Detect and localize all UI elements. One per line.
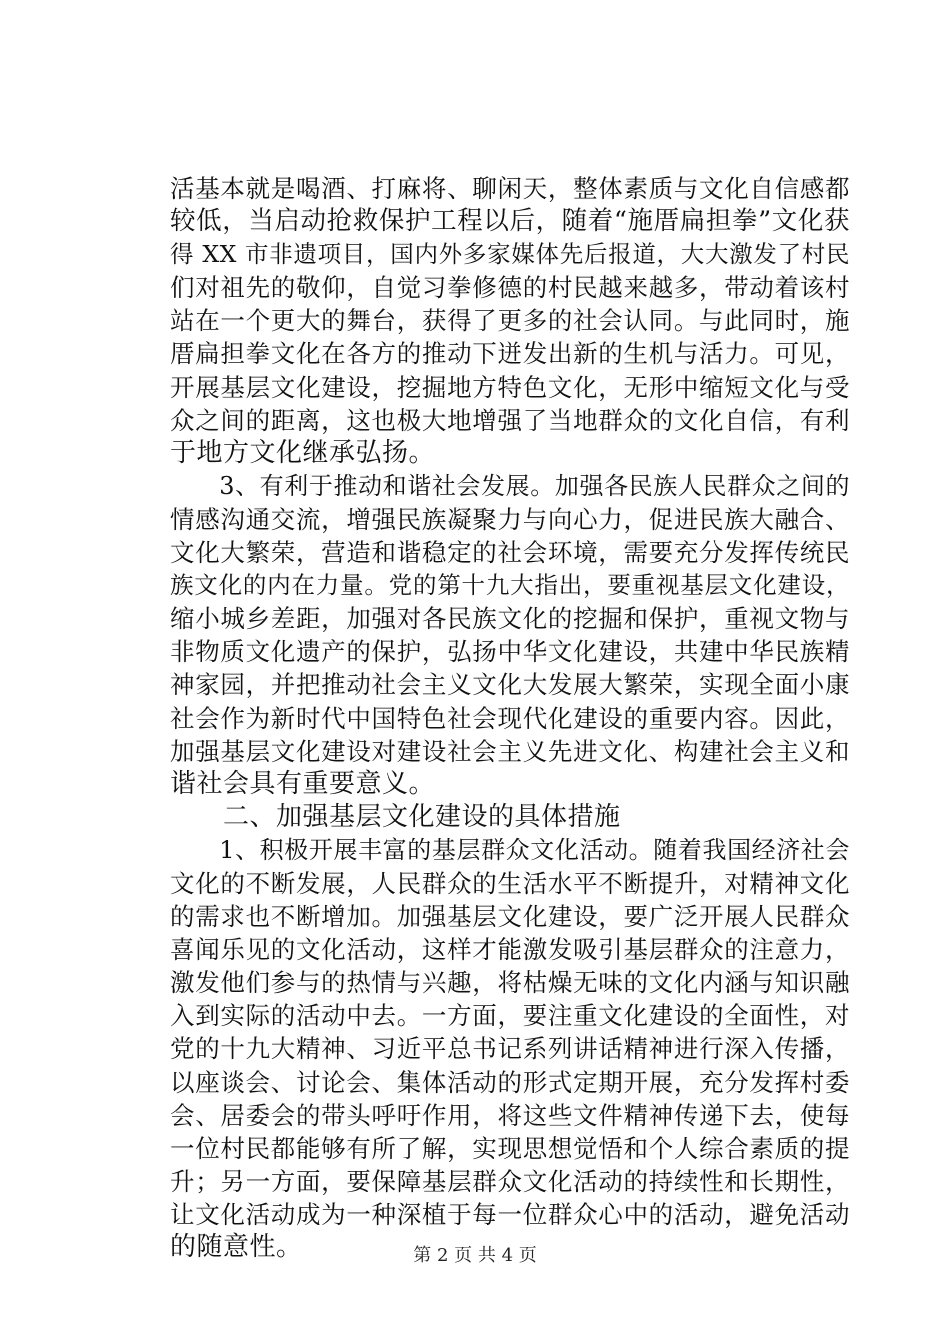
text-line: 会、居委会的带头呼吁作用，将这些文件精神传递下去，使每	[170, 1100, 850, 1130]
text-line: 较低，当启动抢救保护工程以后，随着“施厝扁担拳”文化获	[170, 206, 850, 237]
text-line: 非物质文化遗产的保护，弘扬中华文化建设，共建中华民族精	[170, 637, 850, 667]
text-line: 们对祖先的敬仰，自觉习拳修德的村民越来越多，带动着该村	[170, 273, 850, 303]
text-line: 于地方文化继承弘扬。	[170, 437, 436, 468]
text-line: 的需求也不断增加。加强基层文化建设，要广泛开展人民群众	[170, 902, 850, 932]
text-line: 族文化的内在力量。党的第十九大指出，要重视基层文化建设，	[170, 571, 850, 600]
text-line: 站在一个更大的舞台，获得了更多的社会认同。与此同时，施	[170, 306, 850, 336]
text-line: 谐社会具有重要意义。	[170, 768, 436, 799]
text-line: 开展基层文化建设，挖掘地方特色文化，无形中缩短文化与受	[170, 372, 850, 402]
text-line: 众之间的距离，这也极大地增强了当地群众的文化自信，有利	[170, 405, 850, 435]
text-line: 情感沟通交流，增强民族凝聚力与向心力，促进民族大融合、	[170, 504, 850, 534]
text-line: 3、有利于推动和谐社会发展。加强各民族人民群众之间的	[170, 471, 850, 500]
text-line: 一位村民都能够有所了解，实现思想觉悟和个人综合素质的提	[170, 1133, 850, 1163]
text-line: 党的十九大精神、习近平总书记系列讲话精神进行深入传播，	[170, 1034, 850, 1064]
body-text	[170, 172, 850, 1264]
text-line: 厝扁担拳文化在各方的推动下迸发出新的生机与活力。可见，	[170, 339, 850, 369]
text-line: 文化大繁荣，营造和谐稳定的社会环境，需要充分发挥传统民	[170, 538, 850, 568]
text-line: 文化的不断发展，人民群众的生活水平不断提升，对精神文化	[170, 868, 850, 898]
text-line: 让文化活动成为一种深植于每一位群众心中的活动，避免活动	[170, 1199, 850, 1229]
text-line: 加强基层文化建设对建设社会主义先进文化、构建社会主义和	[170, 736, 850, 766]
text-line: 神家园，并把推动社会主义文化大发展大繁荣，实现全面小康	[170, 670, 850, 700]
text-line: 社会作为新时代中国特色社会现代化建设的重要内容。因此，	[170, 703, 850, 733]
text-line: 得 XX 市非遗项目，国内外多家媒体先后报道，大大激发了村民	[170, 240, 850, 269]
text-line: 的随意性。	[170, 1232, 303, 1262]
text-line: 缩小城乡差距，加强对各民族文化的挖掘和保护，重视文物与	[170, 604, 850, 634]
text-line: 喜闻乐见的文化活动，这样才能激发吸引基层群众的注意力，	[170, 935, 850, 965]
text-line: 入到实际的活动中去。一方面，要注重文化建设的全面性，对	[170, 1001, 850, 1031]
text-line: 激发他们参与的热情与兴趣，将枯燥无味的文化内涵与知识融	[170, 968, 850, 998]
text-line: 以座谈会、讨论会、集体活动的形式定期开展，充分发挥村委	[170, 1067, 850, 1097]
text-line: 活基本就是喝酒、打麻将、聊闲天，整体素质与文化自信感都	[170, 174, 850, 203]
text-line: 二、加强基层文化建设的具体措施	[170, 801, 621, 832]
text-line: 升；另一方面，要保障基层群众文化活动的持续性和长期性，	[170, 1166, 850, 1196]
text-line: 1、积极开展丰富的基层群众文化活动。随着我国经济社会	[170, 835, 850, 864]
page-footer: 第 2 页 共 4 页	[413, 1245, 537, 1266]
